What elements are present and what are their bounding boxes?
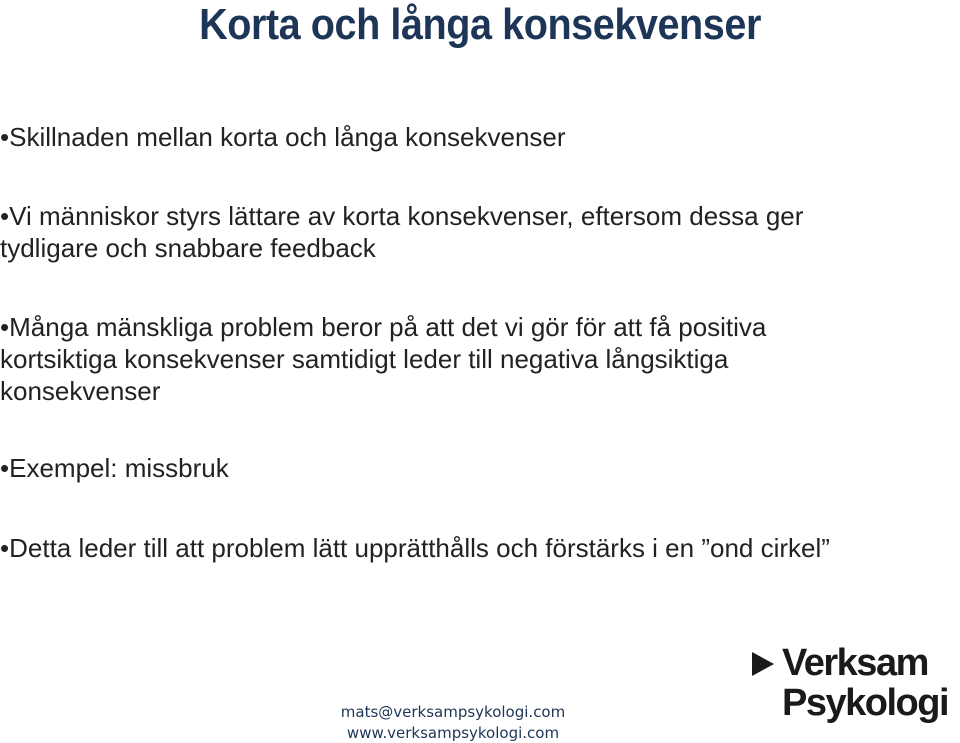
bullet-item — [0, 532, 870, 564]
bullet-dot: • — [0, 533, 10, 563]
bullet-item — [0, 121, 900, 153]
bullet-item — [0, 200, 860, 264]
logo-line-2: Psykologi — [782, 682, 948, 724]
bullet-text: Exempel: missbruk — [9, 453, 229, 483]
bullet-dot: • — [0, 453, 10, 483]
play-triangle-icon — [752, 652, 774, 676]
bullet-text: Många mänskliga problem beror på att det vi gör för att få positiva kortsiktiga konsekvenser samtidigt leder till negativa långsiktiga konsekvenser — [0, 312, 767, 406]
bullet-dot: • — [0, 201, 10, 231]
bullet-dot: • — [0, 312, 10, 342]
footer-website[interactable]: www.verksampsykologi.com — [346, 724, 560, 742]
slide-title: Korta och långa konsekvenser — [199, 0, 761, 49]
bullet-item — [0, 311, 870, 407]
bullet-text: Vi människor styrs lättare av korta konsekvenser, eftersom dessa ger tydligare och snabbare feedback — [0, 201, 804, 263]
logo-line-1: Verksam — [782, 642, 928, 684]
footer-email[interactable]: mats@verksampsykologi.com — [340, 703, 566, 721]
company-logo — [752, 643, 960, 727]
bullet-item — [0, 452, 900, 484]
bullet-dot: • — [0, 122, 10, 152]
bullet-text: Skillnaden mellan korta och långa konsekvenser — [9, 122, 566, 152]
bullet-text: Detta leder till att problem lätt upprätthålls och förstärks i en ”ond cirkel” — [9, 533, 830, 563]
